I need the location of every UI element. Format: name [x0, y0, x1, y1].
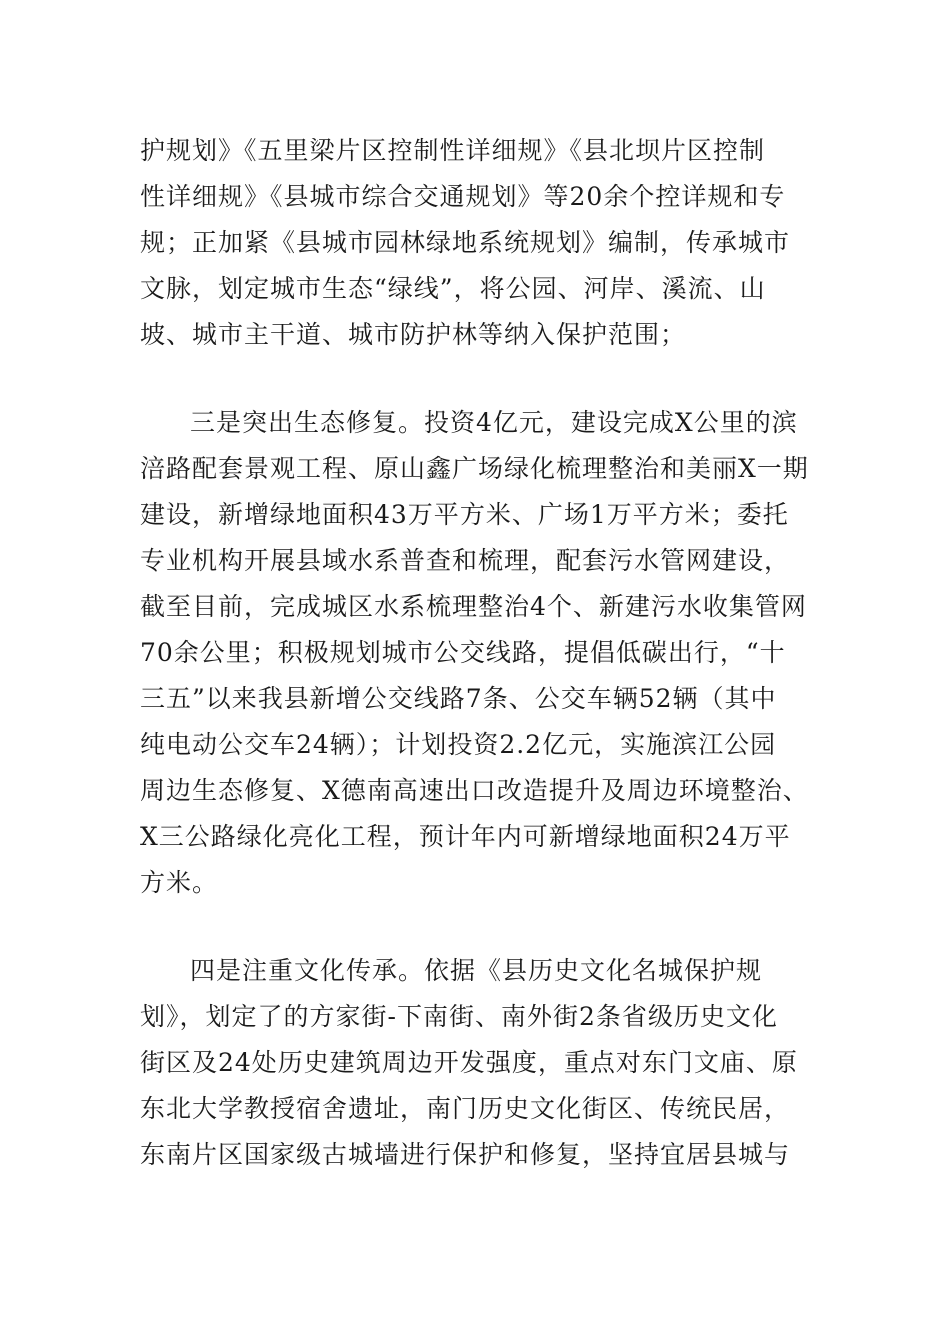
text-line: 街区及24处历史建筑周边开发强度，重点对东门文庙、原	[140, 1048, 798, 1077]
text-line: 文脉，划定城市生态“绿线”，将公园、河岸、溪流、山	[140, 274, 766, 303]
text-line: 坡、城市主干道、城市防护林等纳入保护范围；	[140, 320, 687, 349]
text-line: 性详细规》《县城市综合交通规划》等20余个控详规和专	[140, 182, 786, 211]
text-line: 东南片区国家级古城墙进行保护和修复，坚持宜居县城与	[140, 1140, 791, 1169]
text-line: 专业机构开展县域水系普查和梳理，配套污水管网建设，	[140, 546, 791, 575]
text-line: 规；正加紧《县城市园林绿地系统规划》编制，传承城市	[140, 228, 791, 257]
text-line: 护规划》《五里梁片区控制性详细规》《县北坝片区控制	[140, 136, 766, 165]
text-line: 建设，新增绿地面积43万平方米、广场1万平方米；委托	[140, 500, 789, 529]
text-line: 截至目前，完成城区水系梳理整治4个、新建污水收集管网	[140, 592, 807, 621]
text-line: X三公路绿化亮化工程，预计年内可新增绿地面积24万平	[140, 822, 791, 851]
paragraph-ecological-restoration	[140, 400, 820, 906]
text-line: 涪路配套景观工程、原山鑫广场绿化梳理整治和美丽X一期	[140, 454, 809, 483]
text-line: 纯电动公交车24辆）；计划投资2.2亿元，实施滨江公园	[140, 730, 777, 759]
paragraph-cultural-heritage	[140, 948, 820, 1178]
text-line: 划》，划定了的方家街-下南街、南外街2条省级历史文化	[140, 1002, 778, 1031]
text-line: 三五”以来我县新增公交线路7条、公交车辆52辆（其中	[140, 684, 777, 713]
document-body	[140, 128, 820, 1178]
paragraph-spacer	[140, 906, 820, 948]
text-line: 方米。	[140, 868, 219, 897]
paragraph-spacer	[140, 358, 820, 400]
text-line: 70余公里；积极规划城市公交线路，提倡低碳出行，“十	[140, 638, 786, 667]
text-line: 三是突出生态修复。投资4亿元，建设完成X公里的滨	[190, 408, 798, 437]
text-line: 四是注重文化传承。依据《县历史文化名城保护规	[190, 956, 763, 985]
text-line: 周边生态修复、X德南高速出口改造提升及周边环境整治、	[140, 776, 809, 805]
paragraph-planning-continued	[140, 128, 820, 358]
text-line: 东北大学教授宿舍遗址，南门历史文化街区、传统民居，	[140, 1094, 791, 1123]
